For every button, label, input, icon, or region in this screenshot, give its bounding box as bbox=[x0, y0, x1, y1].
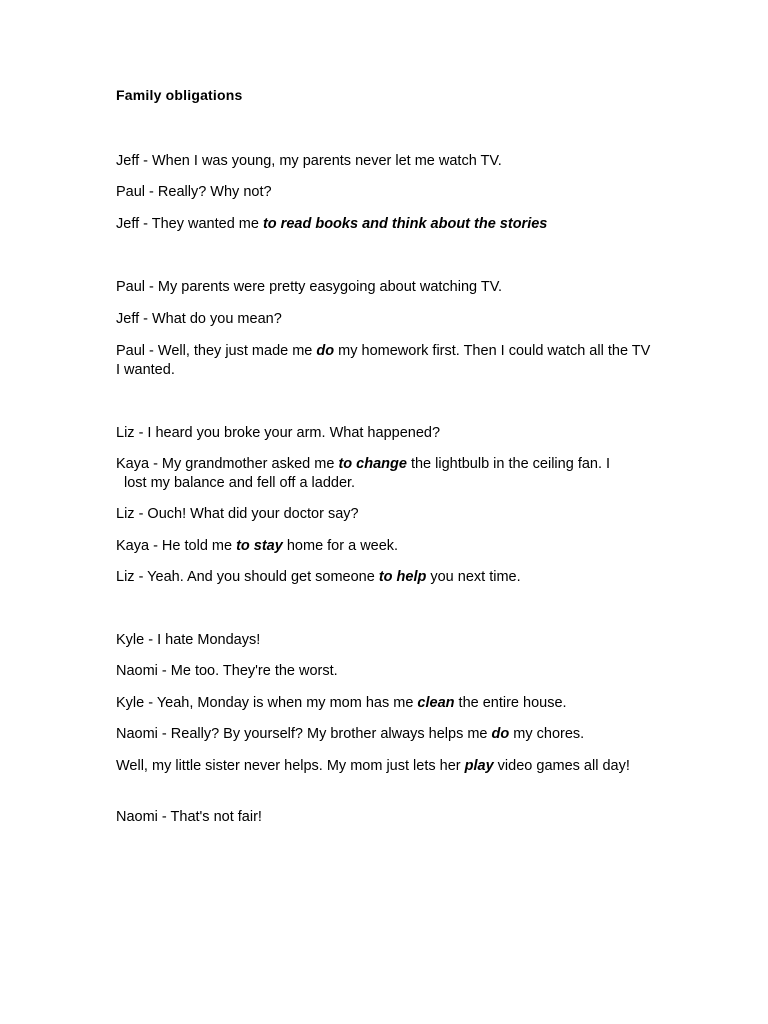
line-text-after: the lightbulb in the ceiling fan. I bbox=[406, 456, 611, 472]
line-text: Jeff - They wanted me bbox=[116, 216, 263, 232]
dialogue-line bbox=[116, 152, 656, 171]
line-text: Kyle - Yeah, Monday is when my mom has me bbox=[116, 695, 418, 711]
emphasized-phrase: to help bbox=[378, 569, 427, 585]
dialogue-line bbox=[116, 183, 656, 202]
emphasized-phrase: do bbox=[491, 726, 510, 742]
dialogue-line bbox=[116, 215, 656, 234]
emphasized-phrase: play bbox=[464, 758, 494, 774]
dialogue-line bbox=[116, 757, 656, 776]
line-text: Jeff - When I was young, my parents never let me watch TV. bbox=[116, 153, 502, 169]
line-text: Jeff - What do you mean? bbox=[116, 311, 282, 327]
dialogue-line bbox=[116, 694, 656, 713]
dialogue-line bbox=[116, 808, 656, 827]
emphasized-phrase: to stay bbox=[236, 538, 283, 554]
document-title: Family obligations bbox=[116, 87, 243, 103]
line-text: Well, my little sister never helps. My mom just lets her bbox=[116, 758, 465, 774]
line-text: Paul - My parents were pretty easygoing about watching TV. bbox=[116, 279, 503, 295]
dialogue-line bbox=[116, 342, 656, 380]
line-text-after: the entire house. bbox=[454, 695, 567, 711]
line-text-after: video games all day! bbox=[493, 758, 630, 774]
dialogue-line bbox=[116, 505, 656, 524]
line-text: Paul - Really? Why not? bbox=[116, 184, 272, 200]
dialogue-line bbox=[116, 662, 656, 681]
emphasized-phrase: to change bbox=[338, 456, 407, 472]
line-text-continued: lost my balance and fell off a ladder. bbox=[124, 475, 356, 491]
line-text: Liz - I heard you broke your arm. What happened? bbox=[116, 425, 441, 441]
line-text-after: my chores. bbox=[509, 726, 585, 742]
line-text: Kyle - I hate Mondays! bbox=[116, 632, 261, 648]
line-text: Naomi - That's not fair! bbox=[116, 809, 262, 825]
emphasized-phrase: clean bbox=[417, 695, 455, 711]
line-text: Paul - Well, they just made me bbox=[116, 343, 317, 359]
dialogue-line bbox=[116, 455, 656, 493]
line-text: Kaya - He told me bbox=[116, 538, 237, 554]
dialogue-line bbox=[116, 631, 656, 650]
line-text: Liz - Ouch! What did your doctor say? bbox=[116, 506, 359, 522]
line-text: Naomi - Really? By yourself? My brother always helps me bbox=[116, 726, 492, 742]
line-text: Kaya - My grandmother asked me bbox=[116, 456, 339, 472]
emphasized-phrase: do bbox=[316, 343, 335, 359]
dialogue-line bbox=[116, 278, 656, 297]
emphasized-phrase: to read books and think about the stories bbox=[262, 216, 548, 232]
line-text-after: my homework first. Then I could watch all the TV I wanted. bbox=[116, 343, 651, 378]
line-text-after: you next time. bbox=[426, 569, 521, 585]
line-text: Liz - Yeah. And you should get someone bbox=[116, 569, 379, 585]
dialogue-line bbox=[116, 310, 656, 329]
line-text-after: home for a week. bbox=[282, 538, 399, 554]
dialogue-line bbox=[116, 725, 656, 744]
dialogue-line bbox=[116, 568, 656, 587]
dialogue-line bbox=[116, 537, 656, 556]
dialogue-line bbox=[116, 424, 656, 443]
line-text: Naomi - Me too. They're the worst. bbox=[116, 663, 338, 679]
